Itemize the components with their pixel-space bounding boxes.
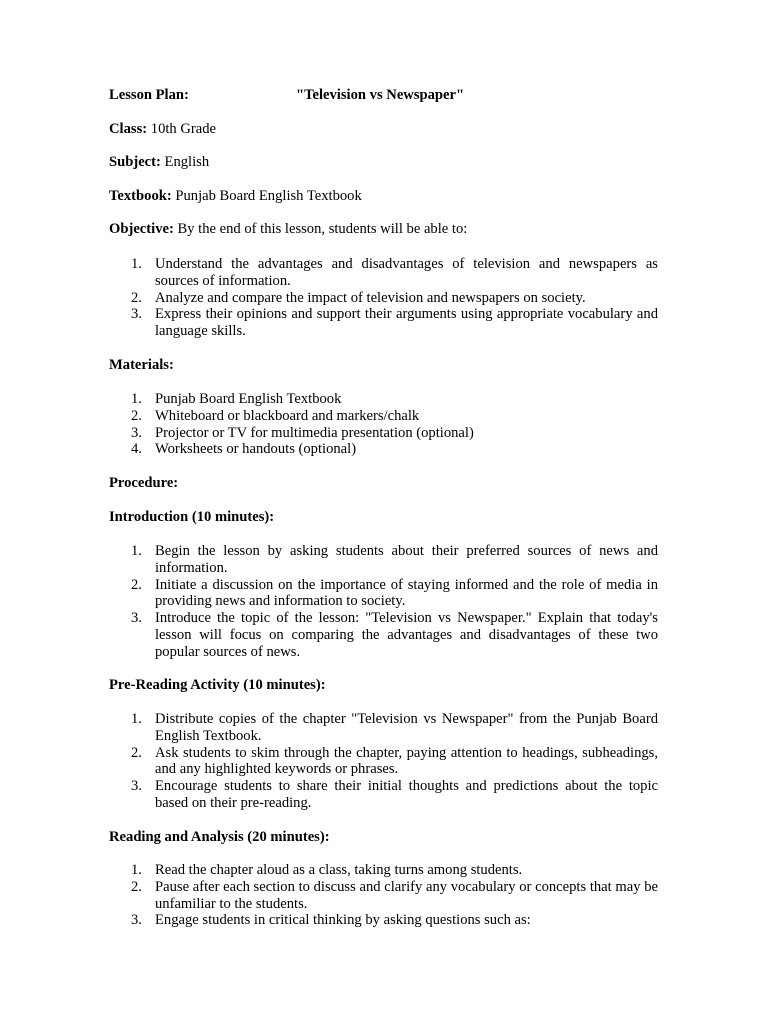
list-item: [109, 306, 658, 340]
introduction-list: [109, 543, 658, 661]
list-item: [109, 912, 658, 929]
list-item: [109, 745, 658, 779]
lesson-plan-header: [109, 87, 464, 104]
introduction-heading: Introduction (10 minutes):: [109, 509, 275, 525]
list-item-number: 1.: [131, 256, 142, 272]
list-item-text: Analyze and compare the impact of television and newspapers on society.: [155, 289, 586, 306]
list-item-text: Understand the advantages and disadvantages of television and newspapers as sources of information.: [155, 256, 658, 289]
list-item-number: 2.: [131, 744, 142, 761]
list-item: [109, 256, 658, 290]
list-item: [109, 577, 658, 611]
subject-label: Subject:: [109, 154, 161, 170]
list-item-text: Whiteboard or blackboard and markers/chalk: [155, 407, 420, 424]
list-item-text: Pause after each section to discuss and clarify any vocabulary or concepts that may be unfamiliar to the students.: [155, 878, 658, 912]
list-item-text: Distribute copies of the chapter "Television vs Newspaper" from the Punjab Board English Textbook.: [155, 711, 658, 744]
list-item: [109, 408, 658, 425]
list-item-number: 3.: [131, 778, 142, 795]
list-item-text: Engage students in critical thinking by asking questions such as:: [155, 912, 531, 929]
list-item-number: 1.: [131, 711, 142, 727]
materials-heading: Materials:: [109, 357, 174, 373]
list-item: [109, 862, 658, 879]
textbook-label: Textbook:: [109, 188, 172, 204]
list-item-number: 2.: [131, 407, 142, 424]
objective-line: [109, 221, 658, 238]
list-item-number: 3.: [131, 912, 142, 929]
lesson-title: "Television vs Newspaper": [296, 87, 465, 103]
list-item-text: Worksheets or handouts (optional): [155, 441, 357, 458]
list-item: [109, 610, 658, 660]
list-item-text: Read the chapter aloud as a class, taking turns among students.: [155, 862, 523, 878]
objective-label: Objective:: [109, 221, 174, 237]
pre-reading-list: [109, 711, 658, 812]
list-item-text: Encourage students to share their initial thoughts and predictions about the topic based on their pre-reading.: [155, 778, 658, 811]
procedure-heading: Procedure:: [109, 475, 179, 491]
reading-analysis-heading: Reading and Analysis (20 minutes):: [109, 829, 330, 845]
class-value: 10th Grade: [150, 121, 217, 137]
list-item-text: Punjab Board English Textbook: [155, 391, 342, 407]
textbook-value: Punjab Board English Textbook: [175, 188, 362, 204]
textbook-line: [109, 188, 658, 205]
list-item-number: 3.: [131, 610, 142, 627]
list-item-number: 4.: [131, 441, 142, 458]
subject-line: [109, 154, 658, 171]
list-item-number: 2.: [131, 576, 142, 593]
list-item: [109, 711, 658, 745]
objective-list: [109, 256, 658, 340]
pre-reading-heading: Pre-Reading Activity (10 minutes):: [109, 677, 326, 693]
list-item-number: 3.: [131, 306, 142, 323]
lesson-plan-label: Lesson Plan:: [109, 87, 189, 103]
list-item-text: Ask students to skim through the chapter, paying attention to headings, subheadings, and any highlighted keywords or phrases.: [155, 744, 658, 778]
list-item-number: 2.: [131, 878, 142, 895]
list-item-text: Express their opinions and support their arguments using appropriate vocabulary and language skills.: [155, 306, 658, 340]
materials-list: [109, 391, 658, 458]
list-item-text: Introduce the topic of the lesson: "Television vs Newspaper." Explain that today's lesson will focus on comparing the advantages and disadvantages of these two popular sources of news.: [155, 610, 658, 660]
list-item: [109, 879, 658, 913]
list-item-number: 3.: [131, 424, 142, 441]
list-item-text: Projector or TV for multimedia presentation (optional): [155, 424, 474, 441]
list-item-number: 1.: [131, 391, 142, 407]
list-item-text: Initiate a discussion on the importance of staying informed and the role of media in providing news and information to society.: [155, 576, 658, 610]
class-label: Class:: [109, 121, 148, 137]
list-item: [109, 778, 658, 812]
list-item: [109, 425, 658, 442]
list-item-number: 1.: [131, 543, 142, 559]
list-item: [109, 391, 658, 408]
list-item-text: Begin the lesson by asking students about their preferred sources of news and information.: [155, 543, 658, 576]
class-line: [109, 121, 658, 138]
list-item: [109, 441, 658, 458]
list-item-number: 1.: [131, 862, 142, 878]
reading-analysis-list: [109, 862, 658, 929]
list-item: [109, 543, 658, 577]
subject-value: English: [164, 154, 210, 170]
list-item-number: 2.: [131, 289, 142, 306]
objective-value: By the end of this lesson, students will be able to:: [177, 221, 468, 237]
list-item: [109, 290, 658, 307]
